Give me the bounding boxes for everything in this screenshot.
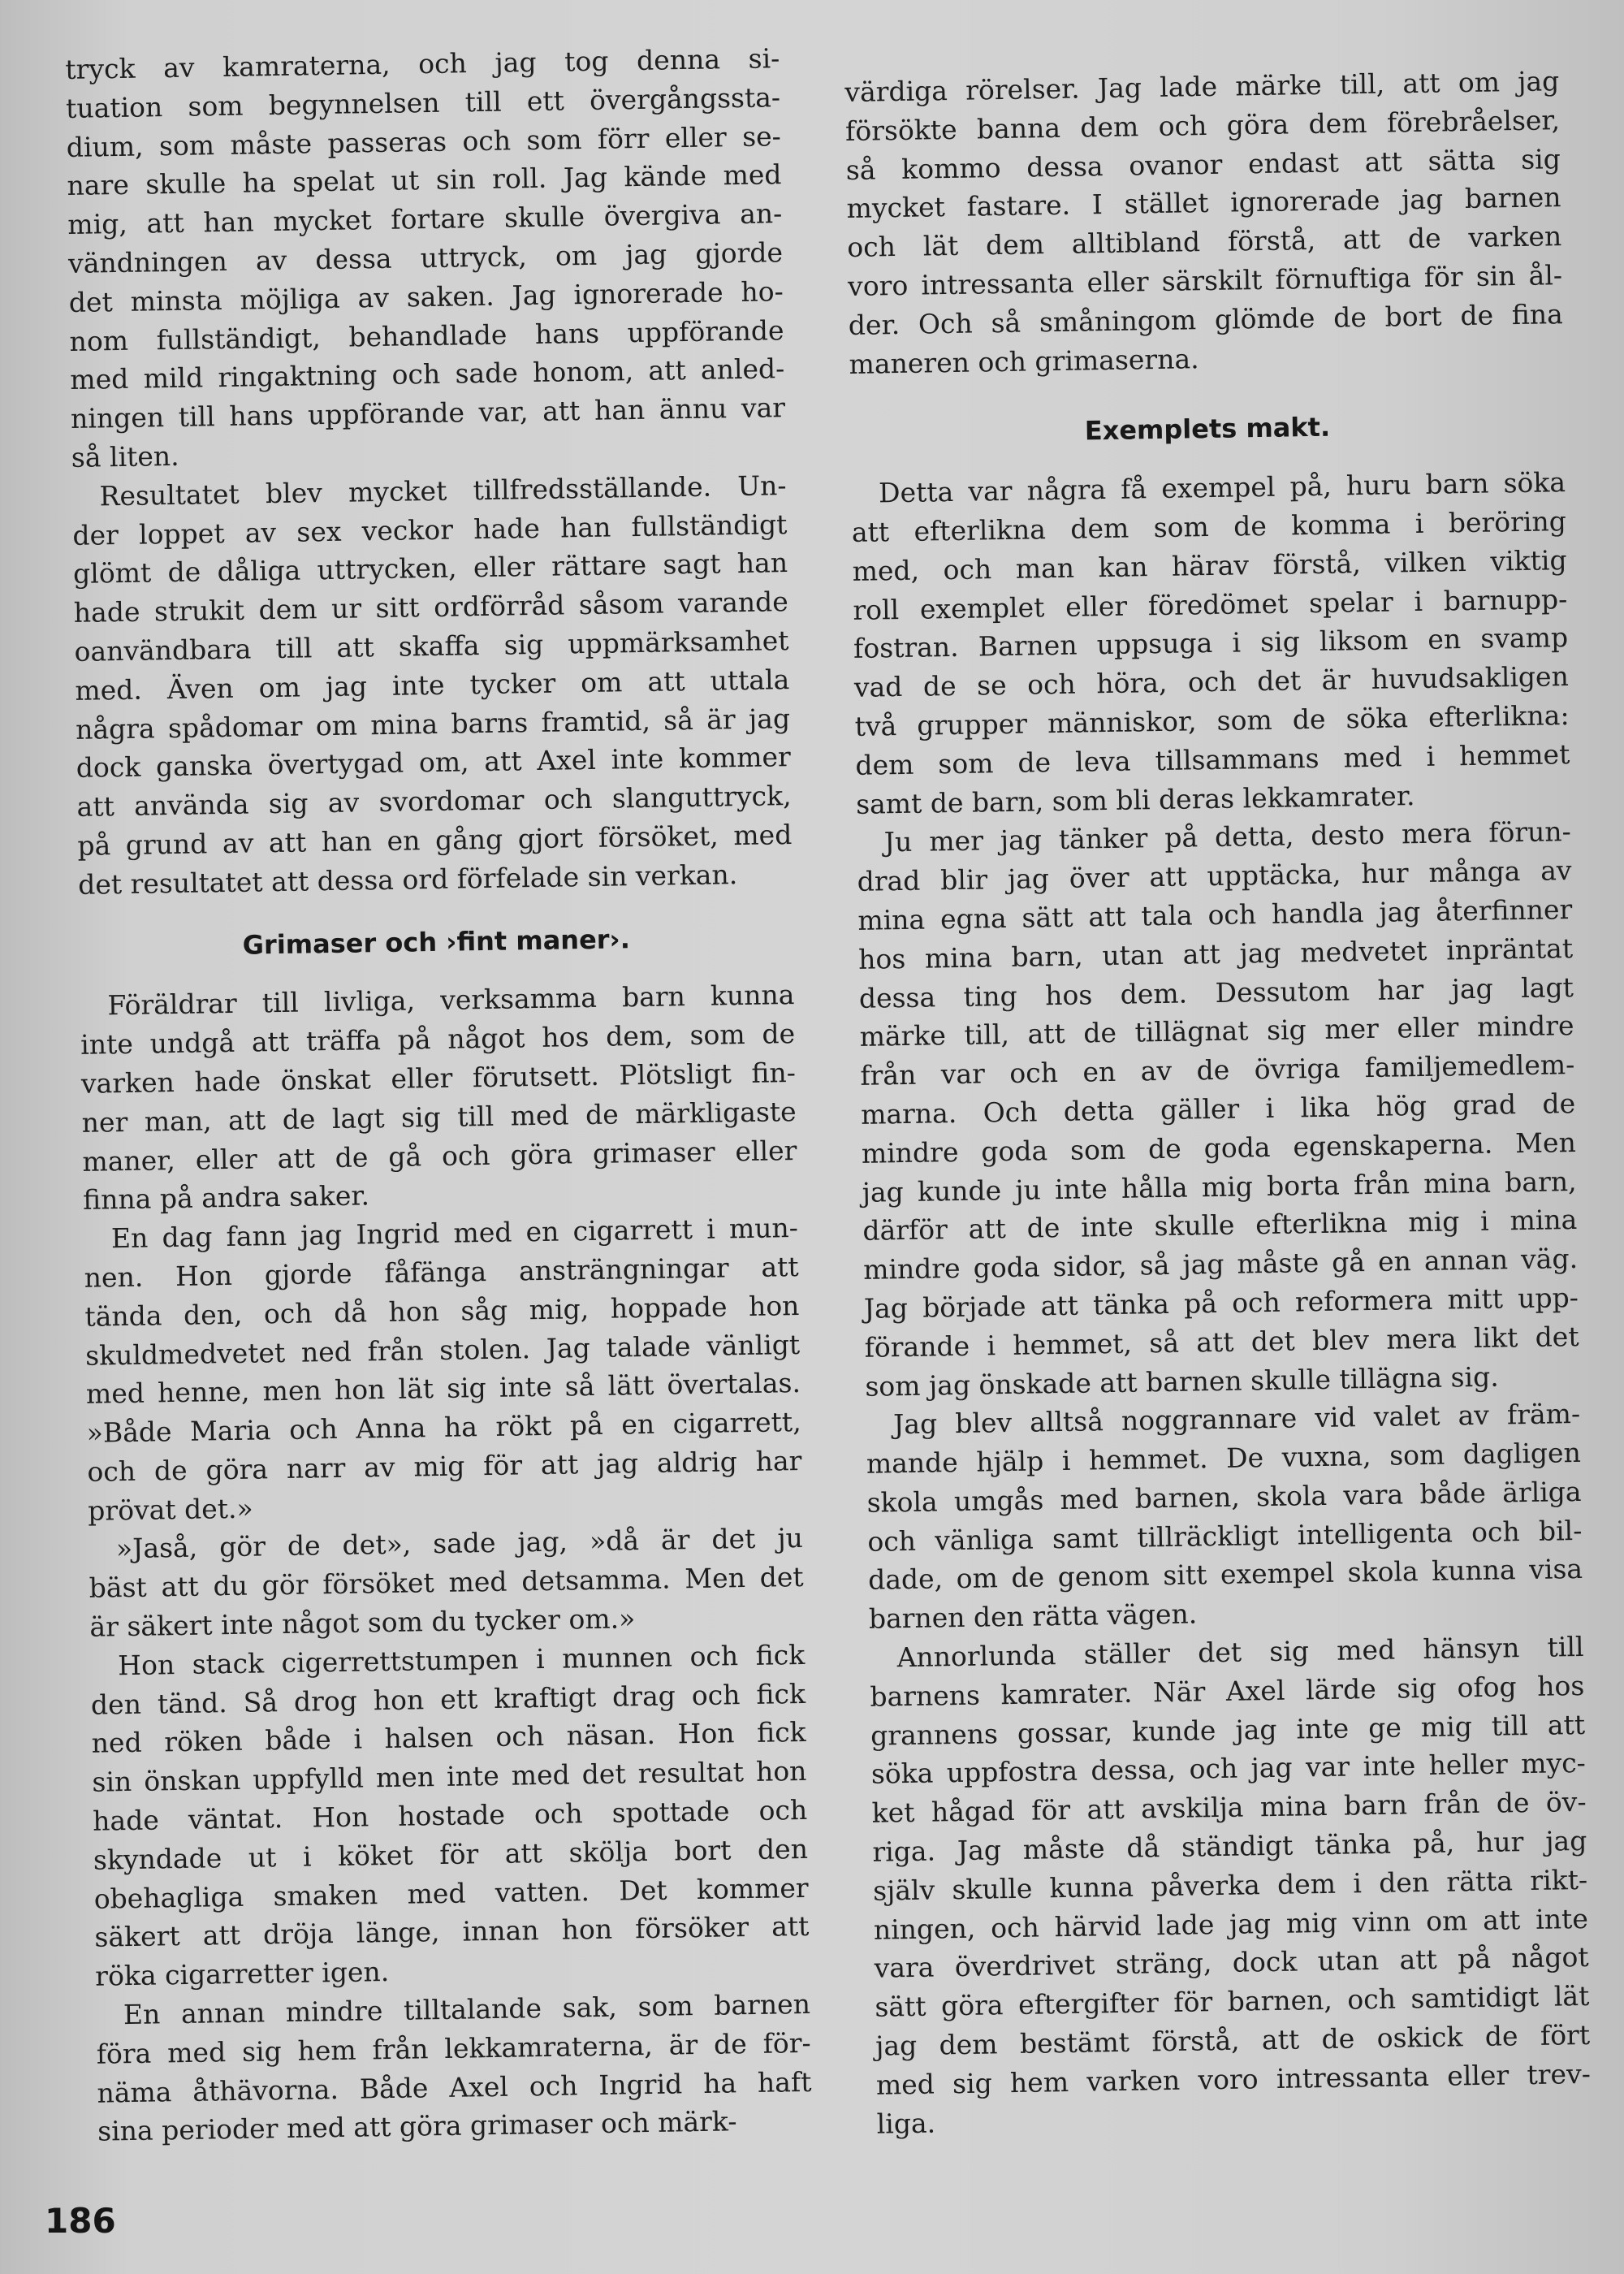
text-line: med, och man kan härav förstå, vilken viktig — [852, 543, 1567, 587]
paragraph — [96, 1985, 813, 2151]
text-line: barnens kamrater. När Axel lärde sig ofog hos — [870, 1669, 1585, 1713]
paragraph — [89, 1519, 805, 1646]
text-line: fostran. Barnen uppsuga i sig liksom en svamp — [853, 621, 1569, 665]
text-line: föra med sig hem från lekkamraterna, är de för- — [96, 2026, 811, 2070]
text-line: dock ganska övertygad om, att Axel inte kommer — [76, 741, 792, 785]
text-line: dessa ting hos dem. Dessutom har jag lagt — [858, 971, 1574, 1014]
left-column — [65, 39, 813, 2151]
paragraph — [844, 62, 1564, 383]
paragraph — [84, 1208, 803, 1530]
text-line: dium, som måste passeras och som förr eller se- — [66, 119, 782, 163]
text-line: Annorlunda ställer det sig med hänsyn till — [896, 1631, 1584, 1674]
text-line: drad blir jag över att upptäcka, hur många av — [857, 854, 1572, 898]
text-line: mande hjälp i hemmet. De vuxna, som dagligen — [866, 1437, 1582, 1480]
text-line: En dag fann jag Ingrid med en cigarrett i mun- — [110, 1212, 799, 1255]
text-line: jag kunde ju inte hålla mig borta från mina barn, — [862, 1165, 1577, 1208]
text-line: mindre goda som de goda egenskaperna. Men — [861, 1126, 1577, 1169]
text-line: med henne, men hon lät sig inte så lätt övertalas. — [85, 1367, 801, 1411]
paragraph — [65, 39, 786, 478]
text-line: mig, att han mycket fortare skulle övergiva an- — [67, 197, 783, 241]
text-line: Ju mer jag tänker på detta, desto mera förun- — [883, 815, 1572, 858]
text-line: barnen den rätta vägen. — [868, 1597, 1198, 1636]
text-line: tryck av kamraterna, och jag tog denna si- — [65, 42, 780, 85]
text-line: försökte banna dem och göra dem förebråelser, — [844, 103, 1561, 147]
text-line: hos mina barn, utan att jag medvetet inpräntat — [857, 932, 1574, 975]
text-line: voro intressanta eller särskilt förnuftiga för sin ål- — [847, 259, 1563, 302]
text-line: hade strukit dem ur sitt ordförråd såsom varande — [73, 586, 789, 629]
text-line: ningen till hans uppförande var, att han ännu var — [70, 391, 786, 435]
text-line: med sig hem varken voro intressanta eller trev- — [875, 2057, 1592, 2101]
text-line: söka uppfostra dessa, och jag var inte heller myc- — [870, 1747, 1587, 1791]
section-heading: Grimaser och ›fint maner›. — [242, 923, 631, 961]
text-line: och vänliga samt tillräckligt intelligenta och bil- — [867, 1514, 1583, 1558]
text-line: roll exemplet eller föredömet spelar i barnupp- — [853, 582, 1568, 626]
text-line: att använda sig av svordomar och slanguttryck, — [76, 780, 792, 824]
text-line: liga. — [876, 2107, 936, 2140]
text-line: oanvändbara till att skaffa sig uppmärksamhet — [74, 625, 789, 668]
text-line: och de göra narr av mig för att jag aldrig har — [87, 1444, 802, 1488]
text-line: riga. Jag måste då ständigt tänka på, hur jag — [872, 1824, 1587, 1868]
text-line: på grund av att han en gång gjort försöket, med — [77, 818, 793, 862]
text-line: skuldmedvetet ned från stolen. Jag talade vänligt — [84, 1328, 801, 1372]
text-line: Detta var några få exempel på, huru barn söka — [878, 466, 1566, 509]
paragraph — [851, 463, 1571, 824]
text-line: Hon stack cigerrettstumpen i munnen och fick — [117, 1638, 806, 1682]
text-line: der loppet av sex veckor hade han fullständigt — [72, 508, 788, 551]
text-line: vad de se och höra, och det är huvudsakligen — [853, 660, 1570, 704]
paragraph — [90, 1636, 810, 1996]
text-line: mycket fastare. I stället ignorerade jag barnen — [846, 181, 1561, 225]
text-line: det minsta möjliga av saken. Jag ignorerade ho- — [68, 275, 784, 318]
text-line: förande i hemmet, så att det blev mera likt det — [864, 1320, 1579, 1364]
text-line: från var och en av de övriga familjemedlem- — [860, 1048, 1575, 1092]
text-line: mina egna sätt att tala och handla jag återfinner — [857, 893, 1573, 936]
text-line: röka cigarretter igen. — [94, 1956, 390, 1992]
text-line: värdiga rörelser. Jag lade märke till, att om jag — [844, 65, 1560, 108]
text-line: själv skulle kunna påverka dem i den rätta rikt- — [872, 1863, 1588, 1907]
paragraph — [869, 1628, 1592, 2143]
text-line: näma åthävorna. Både Axel och Ingrid ha haft — [97, 2065, 812, 2109]
paragraph — [71, 466, 793, 905]
text-line: obehagliga smaken med vatten. Det kommer — [93, 1871, 809, 1915]
text-line: att efterlikna dem som de komma i beröring — [851, 505, 1567, 548]
text-line: glömt de dåliga uttrycken, eller rättare sagt han — [72, 547, 788, 590]
text-line: der. Och så småningom glömde de bort de fina — [848, 297, 1564, 341]
text-line: finna på andra saker. — [82, 1179, 370, 1217]
text-line: dem som de leva tillsammans med i hemmet — [855, 737, 1570, 781]
page-number: 186 — [45, 2201, 116, 2241]
text-line: sina perioder med att göra grimaser och märk- — [97, 2105, 737, 2148]
text-line: vara överdrivet sträng, dock utan att på något — [874, 1941, 1589, 1985]
text-line: tuation som begynnelsen till ett övergångssta- — [65, 80, 781, 124]
text-line: märke till, att de tillägnat sig mer eller mindre — [859, 1009, 1574, 1053]
text-line: ket hågad för att avskilja mina barn från de öv- — [871, 1786, 1587, 1829]
text-line: prövat det.» — [87, 1492, 253, 1527]
text-line: maner, eller att de gå och göra grimaser eller — [82, 1134, 797, 1178]
text-line: Jag blev alltså noggrannare vid valet av främ- — [892, 1398, 1581, 1441]
text-line: ner man, att de lagt sig till med de märkligaste — [81, 1095, 797, 1139]
text-line: skyndade ut i köket för att skölja bort den — [93, 1832, 809, 1876]
text-line: tända den, och då hon såg mig, hoppade hon — [84, 1289, 800, 1333]
text-line: maneren och grimaserna. — [849, 342, 1199, 380]
right-column — [844, 62, 1592, 2143]
text-line: Jag började att tänka på och reformera mitt upp- — [863, 1281, 1579, 1325]
text-line: det resultatet att dessa ord förfelade sin verkan. — [77, 858, 738, 901]
text-line: mindre goda sidor, så jag måste gå en annan väg. — [862, 1243, 1579, 1286]
text-line: säkert att dröja länge, innan hon försöker att — [94, 1910, 810, 1954]
text-line: som jag önskade att barnen skulle tillägna sig. — [865, 1360, 1499, 1403]
text-line: nen. Hon gjorde fåfänga ansträngningar att — [84, 1250, 799, 1294]
paragraph — [866, 1394, 1583, 1639]
paragraph — [857, 812, 1580, 1406]
text-line: två grupper människor, som de söka efterlikna: — [854, 699, 1570, 742]
text-line: Resultatet blev mycket tillfredsställande. Un- — [99, 469, 787, 512]
text-line: några spådomar om mina barns framtid, så är jag — [75, 702, 791, 746]
text-line: nom fullständigt, behandlade hans uppförande — [69, 313, 784, 357]
text-line: är säkert inte något som du tycker om.» — [89, 1602, 636, 1643]
text-line: jag dem bestämt förstå, att de oskick de fört — [875, 2018, 1591, 2062]
text-line: med mild ringaktning och sade honom, att anled- — [70, 352, 785, 396]
text-line: så kommo dessa ovanor endast att sätta sig — [845, 142, 1561, 186]
paragraph — [80, 975, 797, 1220]
text-line: hade väntat. Hon hostade och spottade och — [92, 1793, 808, 1837]
text-line: grannens gossar, kunde jag inte ge mig till att — [870, 1708, 1586, 1752]
text-line: så liten. — [71, 439, 179, 473]
text-line: därför att de inte skulle efterlikna mig i mina — [862, 1204, 1578, 1247]
text-line: Föräldrar till livliga, verksamma barn kunna — [107, 979, 795, 1022]
text-line: En annan mindre tilltalande sak, som barnen — [123, 1987, 811, 2031]
text-line: med. Även om jag inte tycker om att uttala — [75, 663, 790, 707]
text-line: vändningen av dessa uttryck, om jag gjorde — [67, 236, 784, 279]
text-line: den tänd. Så drog hon ett kraftigt drag och fick — [90, 1677, 806, 1721]
text-line: samt de barn, som bli deras lekkamrater. — [855, 779, 1415, 820]
text-line: bäst att du gör försöket med detsamma. Men det — [89, 1561, 804, 1605]
text-line: inte undgå att träffa på något hos dem, som de — [80, 1018, 796, 1061]
text-line: sin önskan uppfylld men inte med det resultat hon — [92, 1755, 807, 1798]
text-line: dade, om de genom sitt exempel skola kunna visa — [867, 1553, 1583, 1597]
text-line: skola umgås med barnen, skola vara både ärliga — [866, 1475, 1582, 1519]
text-line: ned röken både i halsen och näsan. Hon fick — [91, 1716, 806, 1760]
section-heading: Exemplets makt. — [1084, 412, 1331, 447]
text-line: och lät dem alltibland förstå, att de varken — [847, 220, 1562, 264]
text-line: nare skulle ha spelat ut sin roll. Jag kände med — [67, 158, 782, 202]
text-line: sätt göra eftergifter för barnen, och samtidigt lät — [875, 1980, 1590, 2023]
text-line: »Både Maria och Anna ha rökt på en cigarrett, — [86, 1406, 801, 1449]
text-line: marna. Och detta gäller i lika hög grad de — [860, 1087, 1576, 1131]
text-line: »Jaså, gör de det», sade jag, »då är det ju — [115, 1522, 804, 1565]
text-line: ningen, och härvid lade jag mig vinn om att inte — [873, 1902, 1589, 1946]
text-line: varken hade önskat eller förutsett. Plötsligt fin- — [80, 1056, 797, 1100]
